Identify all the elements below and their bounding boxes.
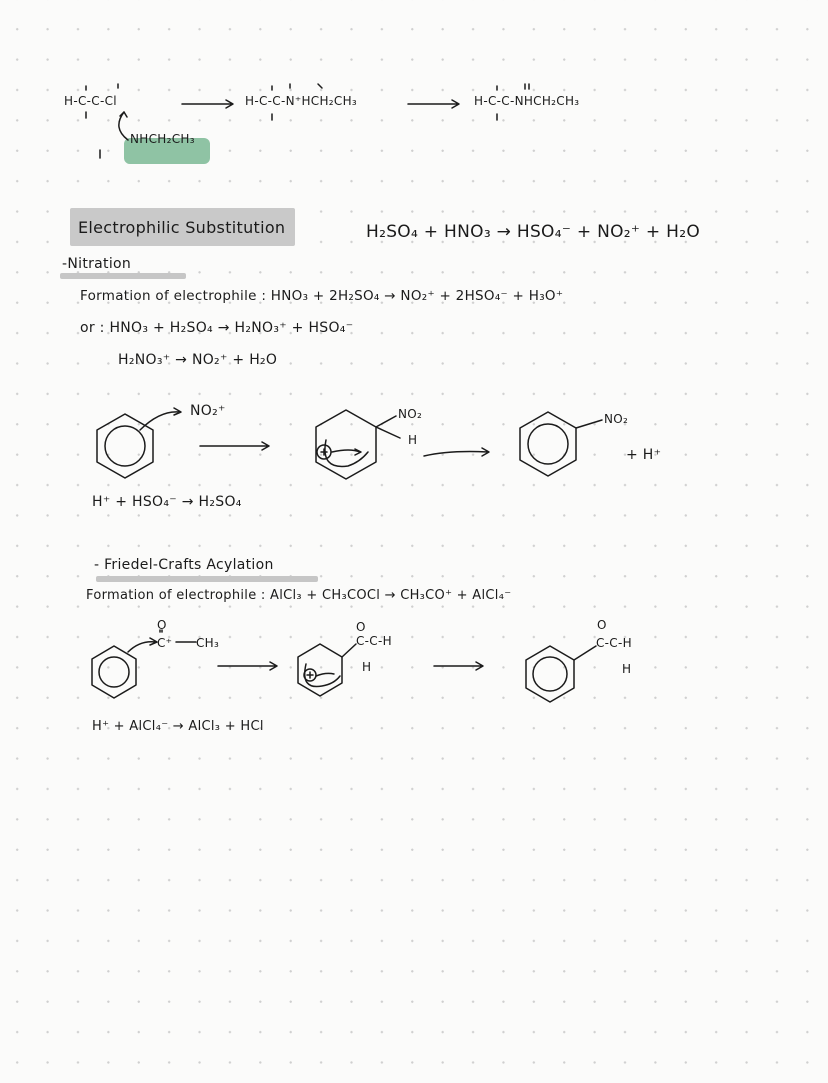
nitration-line-3: H₂NO₃⁺ → NO₂⁺ + H₂O bbox=[118, 352, 278, 368]
fc-sigma-chain: C-C-H bbox=[356, 634, 392, 648]
acylium-o: O bbox=[157, 618, 167, 632]
friedel-regeneration: H⁺ + AlCl₄⁻ → AlCl₃ + HCl bbox=[92, 719, 264, 734]
fc-sigma-o: O bbox=[356, 620, 366, 634]
nitration-electrophile: NO₂⁺ bbox=[190, 403, 226, 419]
product-plus-h: + H⁺ bbox=[626, 447, 662, 463]
product-label: H-C-C-NHCH₂CH₃ bbox=[474, 94, 580, 108]
friedel-heading: - Friedel-Crafts Acylation bbox=[94, 557, 274, 573]
nitration-regeneration: H⁺ + HSO₄⁻ → H₂SO₄ bbox=[92, 494, 242, 510]
fc-product-chain: C-C-H bbox=[596, 636, 632, 650]
overall-equation: H₂SO₄ + HNO₃ → HSO₄⁻ + NO₂⁺ + H₂O bbox=[366, 222, 700, 242]
friedel-line-1: Formation of electrophile : AlCl₃ + CH₃COCl → CH₃CO⁺ + AlCl₄⁻ bbox=[86, 588, 512, 603]
product-no2: NO₂ bbox=[604, 412, 629, 426]
intermediate-label: H-C-C-N⁺HCH₂CH₃ bbox=[245, 94, 358, 108]
nitration-heading: -Nitration bbox=[62, 256, 132, 272]
sigma-complex-no2: NO₂ bbox=[398, 407, 423, 421]
section-heading: Electrophilic Substitution bbox=[78, 218, 286, 237]
fc-product-h: H bbox=[622, 662, 632, 676]
nitration-line-2: or : HNO₃ + H₂SO₄ → H₂NO₃⁺ + HSO₄⁻ bbox=[80, 320, 354, 336]
sigma-complex-h: H bbox=[408, 433, 418, 447]
acylium-c: C⁺ bbox=[157, 636, 173, 650]
reactant-label: H-C-C-Cl bbox=[64, 94, 117, 108]
fc-product-o: O bbox=[597, 618, 607, 632]
nucleophile-label: NHCH₂CH₃ bbox=[130, 132, 195, 146]
fc-sigma-h: H bbox=[362, 660, 372, 674]
acylium-ch3: CH₃ bbox=[196, 636, 220, 650]
nitration-line-1: Formation of electrophile : HNO₃ + 2H₂SO₄ → NO₂⁺ + 2HSO₄⁻ + H₃O⁺ bbox=[80, 288, 564, 304]
